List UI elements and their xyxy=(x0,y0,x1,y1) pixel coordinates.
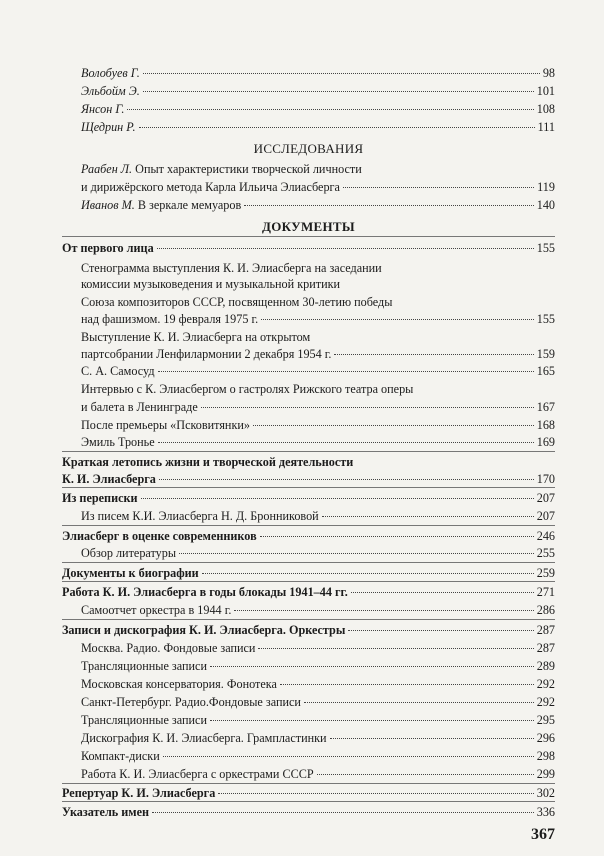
toc-title: Репертуар К. И. Элиасберга xyxy=(62,786,216,800)
toc-title: Из писем К.И. Элиасберга Н. Д. Бронниковой xyxy=(81,509,319,523)
dot-leader xyxy=(260,536,534,537)
toc-section-line: Краткая летопись жизни и творческой деятельности xyxy=(62,455,354,469)
toc-title: и балета в Ленинграде xyxy=(81,400,198,414)
toc-title: После премьеры «Псковитянки» xyxy=(81,418,250,432)
toc-entry xyxy=(81,767,555,782)
toc-entry xyxy=(81,749,555,764)
toc-entry xyxy=(81,731,555,746)
toc-entry xyxy=(81,66,555,81)
toc-author: Эльбойм Э. xyxy=(81,84,140,98)
dot-leader xyxy=(127,109,533,110)
divider xyxy=(62,236,555,237)
toc-page-number: 271 xyxy=(536,585,555,599)
toc-entry-line: Союза композиторов СССР, посвященном 30-летию победы xyxy=(81,295,393,309)
toc-entry-line: Стенограмма выступления К. И. Элиасберга на заседании xyxy=(81,261,382,275)
dot-leader xyxy=(218,793,533,794)
toc-author: Янсон Г. xyxy=(81,102,125,116)
toc-entry xyxy=(81,102,555,117)
toc-entry xyxy=(81,677,555,692)
dot-leader xyxy=(330,738,534,739)
toc-page-number: 119 xyxy=(537,180,555,194)
toc-title: Записи и дискография К. И. Элиасберга. Оркестры xyxy=(62,623,346,637)
toc-page-number: 170 xyxy=(536,472,555,486)
toc-title: Элиасберг в оценке современников xyxy=(62,529,257,543)
toc-title: Работа К. И. Элиасберга в годы блокады 1941–44 гг. xyxy=(62,585,348,599)
toc-page-number: 296 xyxy=(536,731,555,745)
toc-page-number: 168 xyxy=(536,418,555,432)
dot-leader xyxy=(234,610,533,611)
toc-entry xyxy=(81,312,555,327)
toc-page-number: 159 xyxy=(536,347,555,361)
toc-title: Документы к биографии xyxy=(62,566,199,580)
toc-page-number: 292 xyxy=(536,695,555,709)
dot-leader xyxy=(143,91,534,92)
toc-section xyxy=(62,566,555,581)
toc-title: Из переписки xyxy=(62,491,138,505)
divider xyxy=(62,619,555,620)
toc-entry xyxy=(81,120,555,135)
divider xyxy=(62,562,555,563)
toc-entry-line: Выступление К. И. Элиасберга на открытом xyxy=(81,330,311,344)
toc-section xyxy=(62,529,555,544)
toc-page-number: 155 xyxy=(536,312,555,326)
toc-page-number: 140 xyxy=(536,198,555,212)
toc-entry xyxy=(81,364,555,379)
toc-entry xyxy=(81,435,555,450)
toc-title: От первого лица xyxy=(62,241,154,255)
section-heading-documents: ДОКУМЕНТЫ xyxy=(262,219,355,234)
toc-page-number: 207 xyxy=(536,509,555,523)
toc-entry xyxy=(81,347,555,362)
dot-leader xyxy=(159,479,534,480)
toc-section xyxy=(62,585,555,600)
toc-title: Дискография К. И. Элиасберга. Грампластинки xyxy=(81,731,327,745)
toc-page-number: 292 xyxy=(536,677,555,691)
dot-leader xyxy=(143,73,540,74)
toc-title: В зеркале мемуаров xyxy=(134,198,242,212)
divider xyxy=(62,783,555,784)
toc-title: Московская консерватория. Фонотека xyxy=(81,677,277,691)
toc-entry-line: комиссии музыковедения и музыкальной критики xyxy=(81,277,341,291)
toc-page-number: 336 xyxy=(536,805,555,819)
toc-entry xyxy=(81,400,555,415)
divider xyxy=(62,525,555,526)
toc-author: Раабен Л. xyxy=(81,162,133,176)
divider xyxy=(62,801,555,802)
toc-section xyxy=(62,623,555,638)
dot-leader xyxy=(158,442,534,443)
toc-entry-line: Интервью с К. Элиасбергом о гастролях Рижского театра оперы xyxy=(81,382,414,396)
toc-entry xyxy=(81,198,555,213)
toc-entry xyxy=(81,695,555,710)
toc-title: Опыт характеристики творческой личности xyxy=(132,162,362,176)
toc-page-number: 101 xyxy=(536,84,555,98)
toc-author: Щедрин Р. xyxy=(81,120,136,134)
dot-leader xyxy=(343,187,534,188)
toc-entry xyxy=(81,641,555,656)
page-number: 367 xyxy=(531,826,555,843)
toc-page-number: 108 xyxy=(536,102,555,116)
toc-entry xyxy=(81,509,555,524)
divider xyxy=(62,487,555,488)
dot-leader xyxy=(201,407,534,408)
toc-section xyxy=(62,472,555,487)
toc-title: Самоотчет оркестра в 1944 г. xyxy=(81,603,232,617)
toc-title: Трансляционные записи xyxy=(81,659,207,673)
dot-leader xyxy=(210,666,534,667)
toc-section xyxy=(62,786,555,801)
divider xyxy=(62,451,555,452)
dot-leader xyxy=(348,630,533,631)
dot-leader xyxy=(179,553,534,554)
toc-page-number: 167 xyxy=(536,400,555,414)
toc-page-number: 111 xyxy=(537,120,555,134)
dot-leader xyxy=(244,205,533,206)
toc-author: Иванов М. xyxy=(81,198,135,212)
toc-page-number: 295 xyxy=(536,713,555,727)
dot-leader xyxy=(280,684,534,685)
toc-entry xyxy=(81,418,555,433)
toc-title: Обзор литературы xyxy=(81,546,177,560)
toc-page-number: 299 xyxy=(536,767,555,781)
toc-entry xyxy=(81,180,555,195)
dot-leader xyxy=(351,592,534,593)
toc-title: Эмиль Троньe xyxy=(81,435,155,449)
dot-leader xyxy=(152,812,534,813)
toc-title: и дирижёрского метода Карла Ильича Элиасберга xyxy=(81,180,340,194)
toc-section xyxy=(62,491,555,506)
dot-leader xyxy=(322,516,534,517)
dot-leader xyxy=(317,774,534,775)
toc-title: Санкт-Петербург. Радио.Фондовые записи xyxy=(81,695,301,709)
toc-page-number: 255 xyxy=(536,546,555,560)
dot-leader xyxy=(158,371,534,372)
toc-author: Волобуев Г. xyxy=(81,66,140,80)
toc-title: Компакт-диски xyxy=(81,749,160,763)
toc-page-number: 289 xyxy=(536,659,555,673)
toc-page-number: 98 xyxy=(542,66,555,80)
dot-leader xyxy=(258,648,533,649)
toc-page-number: 169 xyxy=(536,435,555,449)
toc-page-number: 287 xyxy=(536,623,555,637)
toc-title: Москва. Радио. Фондовые записи xyxy=(81,641,256,655)
divider xyxy=(62,581,555,582)
toc-title: Указатель имен xyxy=(62,805,150,819)
toc-entry xyxy=(81,84,555,99)
toc-page-number: 302 xyxy=(536,786,555,800)
toc-page-number: 286 xyxy=(536,603,555,617)
toc-entry xyxy=(81,713,555,728)
dot-leader xyxy=(210,720,534,721)
toc-page-number: 165 xyxy=(536,364,555,378)
toc-page-number: 155 xyxy=(536,241,555,255)
toc-page-number: 207 xyxy=(536,491,555,505)
toc-title: С. А. Самосуд xyxy=(81,364,155,378)
dot-leader xyxy=(141,498,534,499)
dot-leader xyxy=(163,756,534,757)
toc-entry-line xyxy=(81,162,362,177)
toc-title: К. И. Элиасберга xyxy=(62,472,156,486)
toc-page-number: 246 xyxy=(536,529,555,543)
toc-entry xyxy=(81,603,555,618)
toc-title: Работа К. И. Элиасберга с оркестрами СССР xyxy=(81,767,314,781)
dot-leader xyxy=(157,248,534,249)
section-heading-research: ИССЛЕДОВАНИЯ xyxy=(253,141,364,156)
dot-leader xyxy=(304,702,534,703)
toc-title: над фашизмом. 19 февраля 1975 г. xyxy=(81,312,259,326)
dot-leader xyxy=(139,127,535,128)
toc-title: Трансляционные записи xyxy=(81,713,207,727)
toc-section xyxy=(62,805,555,820)
dot-leader xyxy=(253,425,534,426)
dot-leader xyxy=(334,354,533,355)
toc-page-number: 287 xyxy=(536,641,555,655)
dot-leader xyxy=(202,573,534,574)
toc-page-number: 298 xyxy=(536,749,555,763)
toc-section xyxy=(62,241,555,256)
toc-title: партсобрании Ленфилармонии 2 декабря 1954 г. xyxy=(81,347,332,361)
toc-entry xyxy=(81,659,555,674)
toc-entry xyxy=(81,546,555,561)
toc-page-number: 259 xyxy=(536,566,555,580)
dot-leader xyxy=(261,319,534,320)
